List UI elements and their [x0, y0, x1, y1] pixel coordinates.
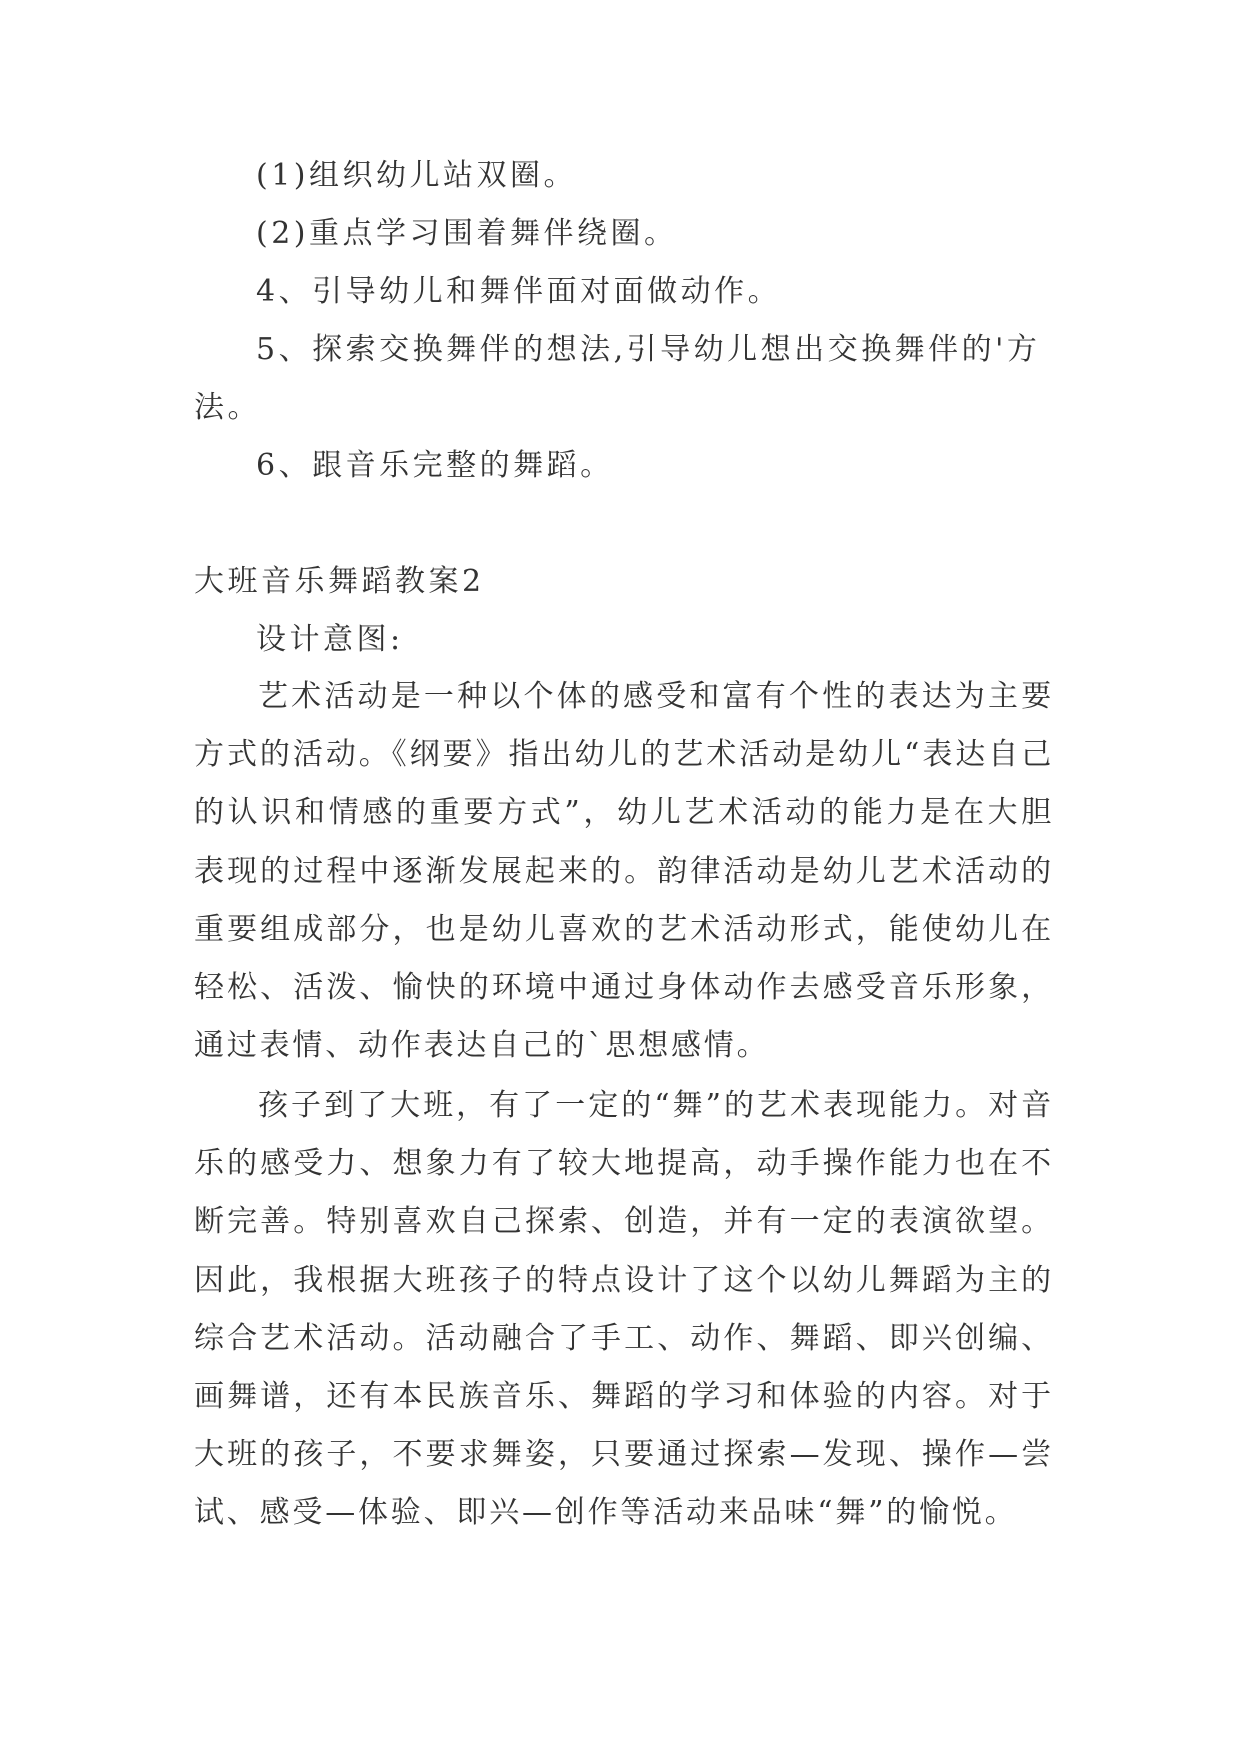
section-title: 大班音乐舞蹈教案2 [194, 564, 485, 599]
step-item: 6、跟音乐完整的舞蹈。 [256, 448, 614, 483]
step-item: 4、引导幼儿和舞伴面对面做动作。 [256, 274, 782, 309]
list-item: (2)重点学习围着舞伴绕圈。 [256, 216, 678, 251]
subheading: 设计意图: [256, 622, 404, 657]
paragraph: 孩子到了大班，有了一定的“舞”的艺术表现能力。对音乐的感受力、想象力有了较大地提高，动手操作能力也在不断完善。特别喜欢自己探索、创造，并有一定的表演欲望。因此，我根据大班孩子的特点设计了这个以幼儿舞蹈为主的综合艺术活动。活动融合了手工、动作、舞蹈、即兴创编、画舞谱，还有本民族音乐、舞蹈的学习和体验的内容。对于大班的孩子，不要求舞姿，只要通过探索—发现、操作—尝试、感受—体验、即兴—创作等活动来品味“舞”的愉悦。 [194, 1088, 1054, 1531]
step-item: 5、探索交换舞伴的想法,引导幼儿想出交换舞伴的'方 [256, 332, 1041, 367]
step-item-continuation: 法。 [194, 390, 261, 425]
paragraph: 艺术活动是一种以个体的感受和富有个性的表达为主要方式的活动。《纲要》指出幼儿的艺术活动是幼儿“表达自己的认识和情感的重要方式”，幼儿艺术活动的能力是在大胆表现的过程中逐渐发展起来的。韵律活动是幼儿艺术活动的重要组成部分，也是幼儿喜欢的艺术活动形式，能使幼儿在轻松、活泼、愉快的环境中通过身体动作去感受音乐形象，通过表情、动作表达自己的`思想感情。 [194, 679, 1054, 1064]
list-item: (1)组织幼儿站双圈。 [256, 158, 577, 193]
